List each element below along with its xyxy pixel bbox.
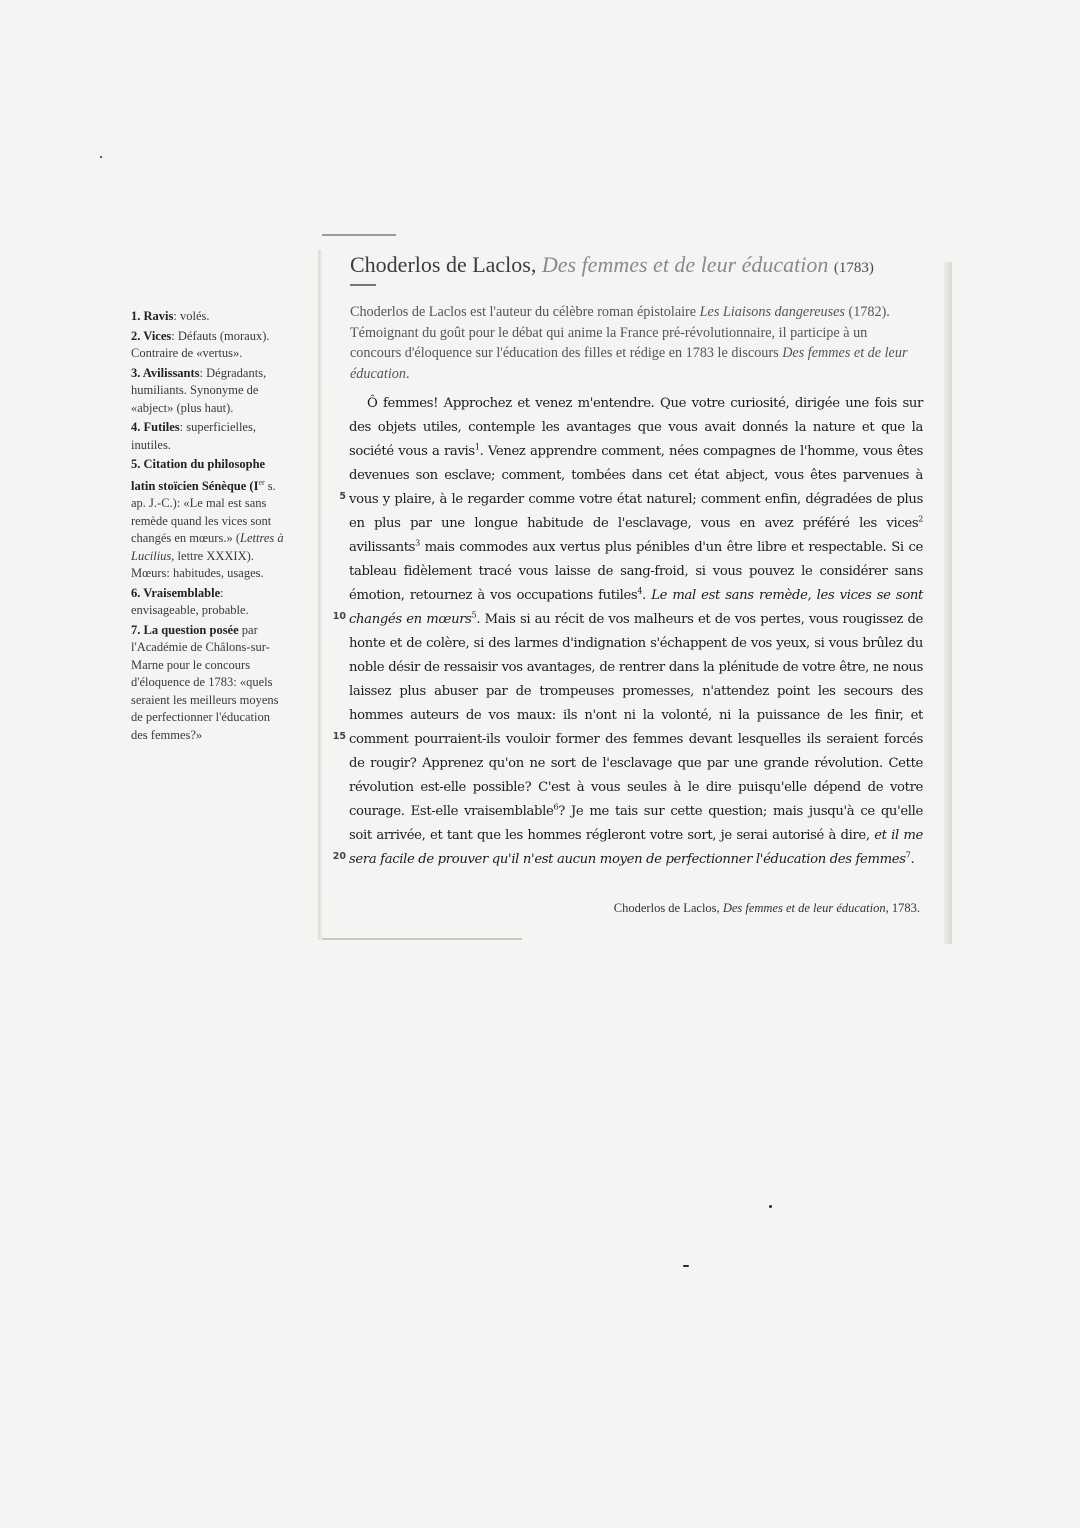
page-top-rule xyxy=(322,234,396,236)
title-year: (1783) xyxy=(833,260,874,276)
footnote-sup: er xyxy=(258,477,265,487)
title-underline xyxy=(350,284,376,286)
footnote-2 xyxy=(131,328,289,363)
footnote-book-title: Lettres à Lucilius xyxy=(131,531,284,563)
scan-speck xyxy=(769,1205,772,1208)
footnote-def: , lettre XXXIX). Mœurs: habitudes, usages. xyxy=(131,548,264,581)
footnote-term: 7. La question posée xyxy=(131,622,239,637)
footnote-term: 4. Futiles xyxy=(131,420,180,434)
footnote-term: 1. Ravis xyxy=(131,309,174,323)
source-citation xyxy=(520,901,920,916)
text-span: avilissants xyxy=(349,540,416,555)
seneca-quote: Le mal est sans remède, les vices se sont changés en mœurs xyxy=(349,588,923,627)
source-author: Choderlos de Laclos, xyxy=(613,901,723,915)
title-work: Des femmes et de leur éducation xyxy=(541,252,829,277)
footnote-def: : envisageable, probable. xyxy=(131,585,249,618)
footnote-3 xyxy=(131,365,289,418)
footnote-ref: 1 xyxy=(474,442,480,452)
text-span: . Venez apprendre comment, nées compagnes de l'homme, vous êtes devenues son esclave; comment, tombées dans cet état abject, vous êtes parvenues à vous y plaire, à le regarder comme votre état naturel; comment enfin, dégradées de plus en plus par une longue habitude de l'esclavage, vous en avez préféré les vices xyxy=(349,444,923,531)
footnote-5 xyxy=(131,456,289,583)
footnote-def: : Défauts (moraux). Contraire de «vertus». xyxy=(131,328,270,360)
title-author: Choderlos de Laclos, xyxy=(350,252,542,277)
source-year: , 1783. xyxy=(885,901,920,915)
footnote-def: s. ap. J.-C.): «Le mal est sans remède quand les vices sont changés en mœurs.» ( xyxy=(131,478,276,546)
intro-novel-title: Les Liaisons dangereuses xyxy=(699,304,845,320)
intro-work-title: Des femmes et de leur éducation xyxy=(350,345,908,382)
footnote-6 xyxy=(131,585,289,620)
footnote-ref: 6 xyxy=(553,802,559,812)
footnote-ref: 3 xyxy=(415,538,420,548)
main-text xyxy=(349,392,923,872)
intro-text: . xyxy=(405,365,410,382)
line-number: 15 xyxy=(332,731,346,742)
text-span: . Mais si au récit de vos malheurs et de vos pertes, vous rougissez de honte et de colère, si des larmes d'indignation s'échappent de vos yeux, si vous brûlez du noble désir de ressaisir vos avantages, de rentrer dans la plénitude de votre être, ne nous laissez plus abuser par de trompeuses promesses, n'attendez point les secours des hommes auteurs de vos maux: ils n'ont ni la volonté, ni la puissance de les finir, et comment pourraient-ils vouloir former des femmes devant lesquelles ils seraient forcés de rougir? Apprenez qu'on ne sort de l'esclavage que par une grande révolution. Cette révolution est-elle possible? C'est à vous seules à le dire puisqu'elle dépend de votre courage. Est-elle vraisemblable xyxy=(349,612,923,819)
footnote-ref: 2 xyxy=(918,514,923,524)
main-paragraph xyxy=(349,392,923,872)
page-left-edge xyxy=(318,250,322,940)
closing-statement: et il me sera facile de prouver qu'il n'est aucun moyen de perfectionner l'éducation des femmes xyxy=(349,828,923,867)
footnote-ref: 5 xyxy=(471,610,477,620)
line-number: 5 xyxy=(339,491,346,502)
line-number: 20 xyxy=(332,851,346,862)
footnote-term: 3. Avilissants xyxy=(131,365,200,380)
intro-paragraph xyxy=(350,302,922,384)
text-span: Ô femmes! Approchez et venez m'entendre. Que votre curiosité, dirigée une fois sur des objets utiles, contemple les avantages que vous avait donnés la nature et que la société vous a ravis xyxy=(349,396,923,459)
footnotes-sidebar xyxy=(131,308,289,746)
text-span: . xyxy=(910,852,915,867)
scan-speck xyxy=(100,156,102,158)
footnote-def: : volés. xyxy=(173,309,210,323)
text-span: . xyxy=(642,588,652,603)
intro-text: (1782). Témoignant du goût pour le débat qui anime la France pré-révolutionnaire, il participe à un concours d'éloquence sur l'éducation des filles et rédige en 1783 le discours xyxy=(350,304,890,361)
text-span: mais commodes aux vertus plus pénibles d'un être libre et respectable. Si ce tableau fidèlement tracé vous laisse de sang-froid, si vous pouvez le considérer sans émotion, retournez à vos occupations futiles xyxy=(349,540,923,603)
footnote-7 xyxy=(131,622,289,745)
intro-text: Choderlos de Laclos est l'auteur du célèbre roman épistolaire xyxy=(350,304,700,320)
footnote-def: : superficielles, inutiles. xyxy=(131,420,256,452)
footnote-1 xyxy=(131,308,289,326)
footnote-term: 2. Vices xyxy=(131,328,172,343)
footnote-def: par l'Académie de Châlons-sur-Marne pour le concours d'éloquence de 1783: «quels seraient les meilleurs moyens de perfectionner l'éducation des femmes?» xyxy=(131,622,279,742)
scan-speck xyxy=(683,1265,689,1267)
page-right-edge xyxy=(944,262,952,944)
footnote-term: 6. Vraisemblable xyxy=(131,585,221,600)
line-number: 10 xyxy=(332,611,346,622)
footnote-4 xyxy=(131,419,289,454)
footnote-ref: 4 xyxy=(637,586,643,596)
footnote-ref: 7 xyxy=(905,850,911,860)
footnote-def: : Dégradants, humiliants. Synonyme de «abject» (plus haut). xyxy=(131,365,267,415)
page-bottom-rule xyxy=(322,938,522,940)
footnote-term: 5. Citation du philosophe latin stoïcien Sénèque (I xyxy=(131,457,266,493)
excerpt-title xyxy=(350,252,920,278)
text-span: ? Je me tais sur cette question; mais jusqu'à ce qu'elle soit arrivée, et tant que les hommes régleront votre sort, je serai autorisé à dire, xyxy=(349,804,923,843)
source-work: Des femmes et de leur éducation xyxy=(722,901,886,915)
